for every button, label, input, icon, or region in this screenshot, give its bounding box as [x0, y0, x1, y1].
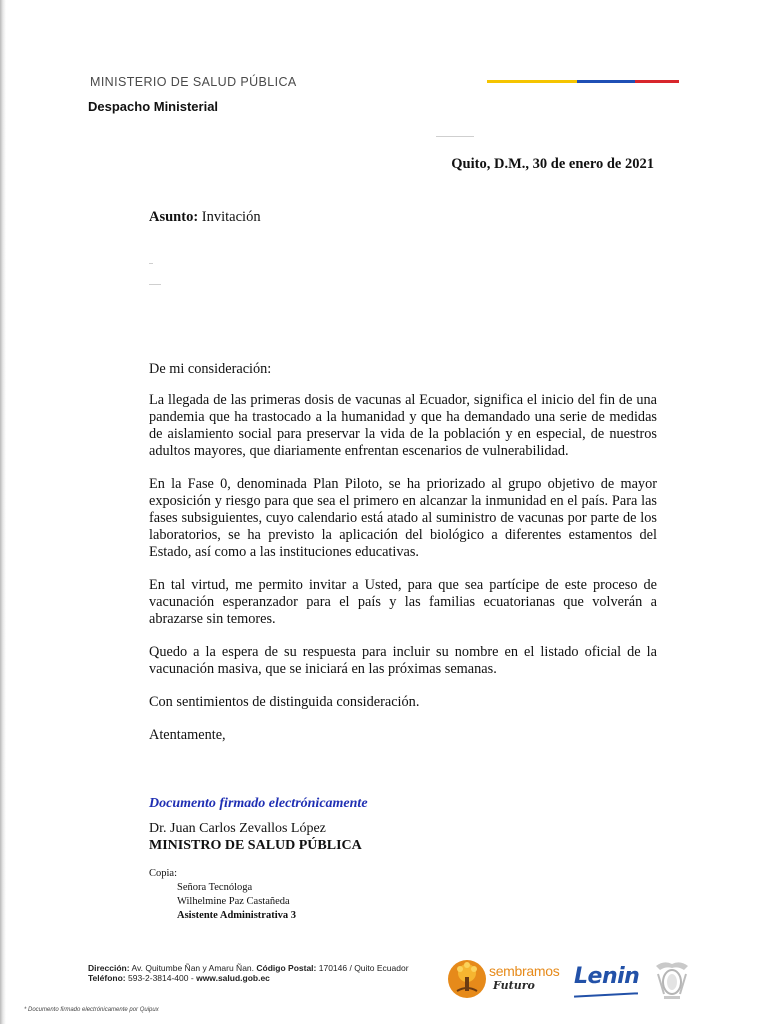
lenin-underline [574, 992, 638, 997]
redaction-mark [436, 136, 474, 137]
sembramos-futuro-logo [447, 957, 567, 1001]
office-name: Despacho Ministerial [88, 99, 219, 114]
copy-recipient-role: Asistente Administrativa 3 [177, 910, 296, 921]
footer-contact: Dirección: Av. Quitumbe Ñan y Amaru Ñan. Código Postal: 170146 / Quito Ecuador Teléfono: 593-2-3814-400 - www.salud.gob.ec [88, 963, 409, 983]
electronic-signature-note: Documento firmado electrónicamente [149, 796, 368, 811]
copy-block [149, 867, 296, 923]
address-label: Dirección: [88, 963, 130, 973]
copy-recipient: Señora Tecnóloga [177, 882, 253, 893]
letter-body [149, 361, 657, 760]
postal-label: Código Postal: [256, 963, 317, 973]
body-paragraph: Con sentimientos de distinguida consideración. [149, 694, 420, 710]
ministry-name: MINISTERIO DE SALUD PÚBLICA [90, 75, 297, 89]
body-paragraph: Quedo a la espera de su respuesta para incluir su nombre en el listado oficial de la vacunación masiva, que se iniciará en las próximas semanas. [149, 644, 657, 677]
futuro-text: Futuro [493, 979, 535, 992]
sembramos-text: sembramos [489, 963, 560, 979]
signer-block [149, 820, 362, 854]
phone-value: 593-2-3814-400 [128, 973, 189, 983]
body-paragraph: En la Fase 0, denominada Plan Piloto, se ha priorizado al grupo objetivo de mayor exposición y riesgo para que sea el primero en alcanzar la inmunidad en el país. Para las fases subsiguientes, cuyo calendario está atado al suministro de vacunas por parte de los laboratorios, se ha previsto la aplicación del biológico a diferentes estamentos del Estado, así como a las instituciones educativas. [149, 476, 657, 560]
website-link[interactable]: www.salud.gob.ec [196, 973, 270, 983]
copy-recipient: Wilhelmine Paz Castañeda [177, 896, 290, 907]
copy-label: Copia: [149, 868, 177, 879]
tree-icon [447, 957, 489, 1001]
ecuador-coat-of-arms-icon [652, 958, 692, 1002]
body-paragraph: En tal virtud, me permito invitar a Usted, para que sea partícipe de este proceso de vacunación esperanzador para el país y las familias ecuatorianas que volverán a abrazarse sin temores. [149, 577, 657, 627]
closing: Atentamente, [149, 727, 226, 743]
flag-blue-segment [577, 80, 635, 83]
subject-value: Invitación [201, 209, 261, 225]
flag-yellow-segment [487, 80, 577, 83]
subject-line [149, 209, 261, 226]
subject-label: Asunto: [149, 209, 199, 225]
redaction-mark [149, 263, 153, 264]
lenin-text: Lenin [574, 964, 640, 989]
flag-red-segment [635, 80, 679, 83]
page-edge-shadow [0, 0, 6, 1024]
signer-name: Dr. Juan Carlos Zevallos López [149, 821, 326, 836]
lenin-logo [574, 964, 639, 989]
phone-label: Teléfono: [88, 973, 126, 983]
redaction-mark [149, 284, 161, 285]
address-value: Av. Quitumbe Ñan y Amaru Ñan. [131, 963, 255, 973]
letter-date: Quito, D.M., 30 de enero de 2021 [451, 156, 654, 172]
copy-recipients [177, 881, 296, 923]
quipux-note: * Documento firmado electrónicamente por Quipux [24, 1007, 159, 1013]
salutation: De mi consideración: [149, 361, 272, 377]
signer-title: MINISTRO DE SALUD PÚBLICA [149, 838, 362, 853]
flag-color-bar [487, 80, 679, 83]
postal-value: 170146 / Quito Ecuador [318, 963, 409, 973]
body-paragraph: La llegada de las primeras dosis de vacunas al Ecuador, significa el inicio del fin de una pandemia que ha trastocado a la humanidad y que ha demandado una serie de medidas de aislamiento social para preservar la vida de la población y en especial, de nuestros adultos mayores, que diariamente enfrentan escenarios de vulnerabilidad. [149, 392, 657, 459]
